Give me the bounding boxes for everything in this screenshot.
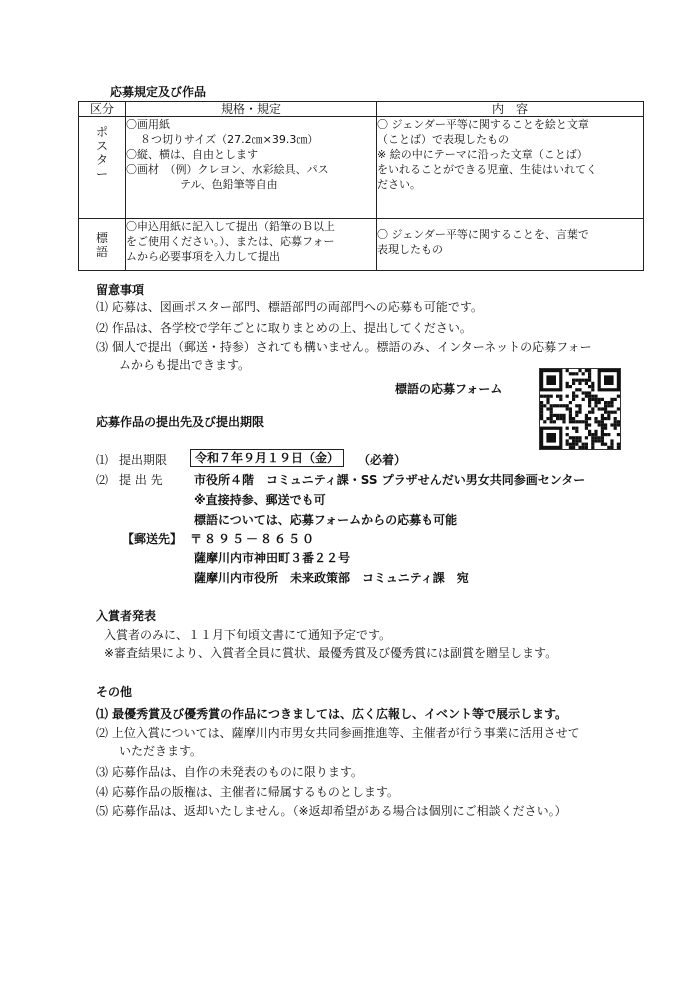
content-line: 〇 ジェンダー平等に関することを絵と文章 [377,118,589,131]
poster-spec [126,117,377,219]
postal-code: 〒８９５－８６５０ [190,532,317,546]
other-item: ⑷ 応募作品の版権は、主催者に帰属するものとします。 [96,785,399,799]
poster-category [79,117,126,219]
slogan-category-label: 標 語 [95,231,108,259]
notes-title: 留意事項 [96,283,145,297]
spec-line: 〇縦、横は、自由とします [126,148,258,161]
content-line: ※ 絵の中にテーマに沿った文章（ことば） [377,148,588,161]
other-item: ⑸ 応募作品は、返却いたしません。（※返却希望がある場合は個別にご相談ください。） [96,804,567,818]
award-line: ※審査結果により、入賞者全員に賞状、最優秀賞及び優秀賞には副賞を贈呈します。 [104,646,558,660]
deadline-value: 令和７年９月１９日（金） [190,449,344,467]
other-item: ⑶ 応募作品は、自作の未発表のものに限ります。 [96,765,363,779]
spec-line: ムから必要事項を入力して提出 [126,250,280,263]
dest-note: 標語については、応募フォームからの応募も可能 [194,513,458,527]
award-line: 入賞者のみに、１１月下旬頃文書にて通知予定です。 [104,628,392,642]
other-title: その他 [96,685,133,699]
slogan-spec [126,219,377,271]
header-category: 区分 [79,102,126,117]
header-content: 内 容 [377,102,644,117]
dest-label: 提 出 先 [119,473,163,487]
dest-value: 市役所４階 コミュニティ課・SS プラザせんだい男女共同参画センター [194,473,586,487]
spec-line: 〇画用紙 [126,118,170,131]
dest-note: ※直接持参、郵送でも可 [194,493,326,507]
mail-label: 【郵送先】 [122,532,183,546]
content-line: をいれることができる児童、生徒はいれてく [377,163,597,176]
award-title: 入賞者発表 [96,609,157,623]
slogan-category [79,219,126,271]
slogan-content [377,219,644,271]
address-line: 薩摩川内市神田町３番２２号 [194,551,351,565]
spec-line: をご使用ください。）、または、応募フォー [126,235,335,248]
other-item: いただきます。 [119,744,203,758]
rules-table [78,101,644,271]
spec-line: テル、色鉛筆等自由 [180,178,278,191]
note-item: ⑵ 作品は、各学校で学年ごとに取りまとめの上、提出してください。 [96,321,472,335]
content-line: ださい。 [377,178,421,191]
content-line: 〇 ジェンダー平等に関することを、言葉で [377,228,589,241]
address-line: 薩摩川内市役所 未来政策部 コミュニティ課 宛 [194,571,469,585]
deadline-num: ⑴ [96,453,109,467]
dest-num: ⑵ [96,473,109,487]
note-item: ⑴ 応募は、図画ポスター部門、標語部門の両部門への応募も可能です。 [96,300,483,314]
spec-line: 〇画材 （例）クレヨン、水彩絵具、パス [126,163,329,176]
rules-title: 応募規定及び作品 [110,85,207,99]
content-line: （ことば）で表現したもの [377,133,509,146]
spec-line: ８つ切りサイズ（27.2㎝×39.3㎝） [140,133,319,146]
form-label: 標語の応募フォーム [395,382,503,396]
spec-line: 〇申込用紙に記入して提出（鉛筆のＢ以上 [126,220,335,233]
poster-category-label: ポ ス タ ー [95,125,108,181]
note-item: ⑶ 個人で提出（郵送・持参）されても構いません。標語のみ、インターネットの応募フォー [96,340,592,354]
other-item: ⑴ 最優秀賞及び優秀賞の作品につきましては、広く広報し、イベント等で展示します。 [96,707,567,721]
poster-content [377,117,644,219]
qr-code[interactable] [539,368,621,450]
qr-code-icon [540,369,620,449]
other-item: ⑵ 上位入賞については、薩摩川内市男女共同参画推進等、主催者が行う事業に活用させて [96,726,580,740]
submission-title: 応募作品の提出先及び提出期限 [96,415,265,429]
content-line: 表現したもの [377,243,443,256]
deadline-note: （必着） [358,453,407,467]
deadline-label: 提出期限 [119,453,168,467]
header-spec: 規格・規定 [126,102,377,117]
note-item: ムからも提出できます。 [119,358,251,372]
